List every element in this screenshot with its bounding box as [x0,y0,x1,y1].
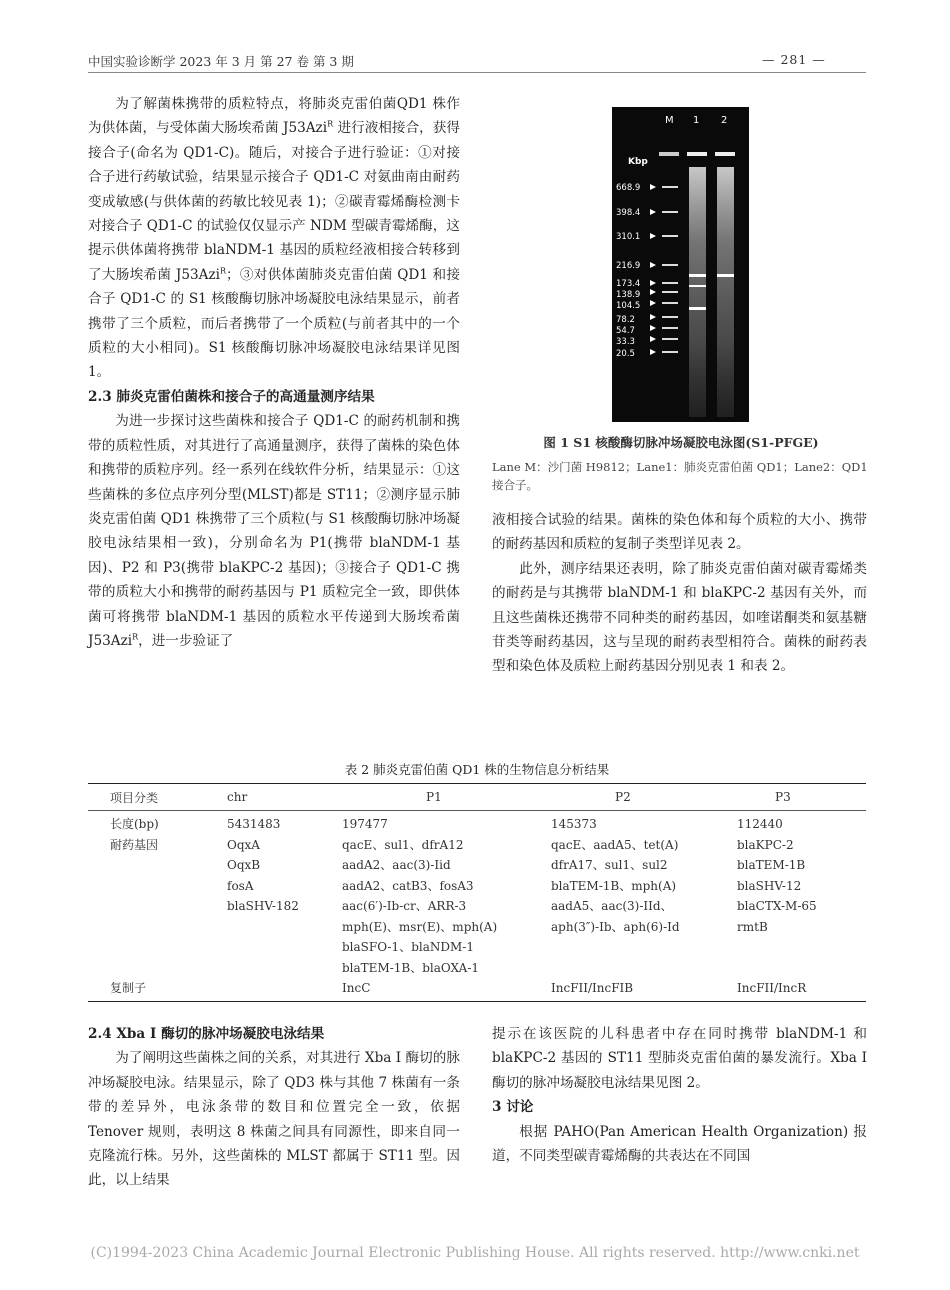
table-cell: 耐药基因 [110,837,159,852]
table-cell: blaSHV-182 [227,899,299,913]
svg-text:33.3: 33.3 [616,337,635,347]
table-cell: rmtB [737,919,768,934]
table-cell: 197477 [342,817,388,831]
gel-svg [612,107,749,422]
right-column-bottom [492,1022,867,1168]
left-column [88,92,460,653]
table-cell: blaSHV-12 [737,878,802,893]
text-run: 进行液相接合，获得接合子(命名为 QD1-C)。随后，对接合子进行验证：①对接合子进行药敏试验，结果显示接合子 QD1-C 对氨曲南由耐药变成敏感(与供体菌的药敏比较见表 1)；②碳青霉烯酶检测卡对接合子 QD1-C 的试验仅仅显示产 NDM 型碳青霉烯酶，这提示供体菌将携带 blaNDM-1 基因的质粒经液相接合转移到了大肠埃希菌 J53Azi [88,120,460,283]
table-cell: qacE、sul1、dfrA12 [342,837,464,852]
table-row [88,917,866,938]
copyright-footer: (C)1994-2023 China Academic Journal Electronic Publishing House. All rights reserved. http://www.cnki.net [90,1245,860,1261]
table-cell: blaTEM-1B、mph(A) [551,878,677,893]
svg-text:668.9: 668.9 [616,183,641,193]
lane1-smear [689,167,706,417]
table-cell: blaKPC-2 [737,837,794,852]
paragraph [88,92,460,385]
table-cell: qacE、aadA5、tet(A) [551,837,679,852]
table-cell: IncFII/IncR [737,978,866,1001]
table-cell [88,855,213,876]
table-row [88,811,866,835]
header-rule [88,72,866,73]
text-run: 为了解菌株携带的质粒特点，将肺炎克雷伯菌QD1 株作为供体菌，与受体菌大肠埃希菌 J53Azi [88,96,460,137]
unit-label: Kbp [628,157,648,167]
table-row [88,937,866,958]
superscript: R [219,266,227,276]
paragraph: 为了阐明这些菌株之间的关系，对其进行 Xba I 酶切的脉冲场凝胶电泳。结果显示，除了 QD3 株与其他 7 株菌有一条带的差异外，电泳条带的数目和位置完全一致，依据 Tenover 规则，表明这 8 株菌之间具有同源性，即来自同一克隆流行株。另外，这些菌株的 MLST 都属于 ST11 型。因此，以上结果 [88,1050,460,1189]
section-heading-2-3: 2.3 肺炎克雷伯菌株和接合子的高通量测序结果 [88,388,375,405]
table-cell [551,937,737,958]
section-heading-3: 3 讨论 [492,1099,534,1116]
svg-text:398.4: 398.4 [616,208,641,218]
table-cell: 复制子 [88,978,213,1001]
table-cell: OqxA [227,837,260,852]
table-cell: 5431483 [227,817,281,831]
figure-caption [492,434,870,494]
table-header-row [88,784,866,811]
svg-text:78.2: 78.2 [616,315,635,325]
column-header: chr [213,784,342,811]
text-run: ，进一步验证了 [138,632,234,649]
superscript: R [132,632,139,642]
lane-label-1: 1 [693,115,700,126]
table-cell: dfrA17、sul1、sul2 [551,858,668,872]
right-column [492,508,867,679]
figure-legend: Lane M：沙门菌 H9812；Lane1：肺炎克雷伯菌 QD1；Lane2：QD1 接合子。 [492,460,868,492]
table-cell [88,876,213,897]
svg-text:216.9: 216.9 [616,261,641,271]
table-title: 表 2 肺炎克雷伯菌 QD1 株的生物信息分析结果 [344,762,610,777]
table-cell: OqxB [227,858,261,872]
table-cell: aadA2、catB3、fosA3 [342,878,474,893]
text-run: 为进一步探讨这些菌株和接合子 QD1-C 的耐药机制和携带的质粒性质，对其进行了高通量测序，获得了菌株的染色体和携带的质粒序列。经一系列在线软件分析，结果显示：①这些菌株的多位点序列分型(MLST)都是 ST11；②测序显示肺炎克雷伯菌 QD1 株携带了三个质粒(与 S1 核酸酶切脉冲场凝胶电泳结果相一致)，分别命名为 P1(携带 blaNDM-1 基因)、P2 和 P3(携带 blaKPC-2 基因)；③接合子 QD1-C 携带的质粒大小和携带的耐药基因与 P1 质粒完全一致，即供体菌可将携带 blaNDM-1 基因的质粒水平传递到大肠埃希菌 J53Azi [88,413,460,649]
svg-text:138.9: 138.9 [616,290,641,300]
left-column-bottom [88,1022,460,1193]
table-row [88,978,866,1001]
table-cell [88,896,213,917]
table-cell [551,958,737,979]
svg-text:104.5: 104.5 [616,301,641,311]
column-header: P1 [342,784,551,811]
column-header: P2 [551,784,737,811]
table-cell: mph(E)、msr(E)、mph(A) [342,919,498,934]
table-cell: IncC [342,978,551,1001]
table-cell: aadA2、aac(3)-Iid [342,858,451,872]
paragraph: 提示在该医院的儿科患者中存在同时携带 blaNDM-1 和 blaKPC-2 基因的 ST11 型肺炎克雷伯菌的暴发流行。Xba I 酶切的脉冲场凝胶电泳结果见图 2。 [492,1026,867,1091]
table-cell [213,917,342,938]
table-cell [213,937,342,958]
table-cell [213,958,342,979]
pfge-gel-image [612,107,749,422]
bioinfo-table [88,783,866,1002]
table-row [88,855,866,876]
paragraph: 此外，测序结果还表明，除了肺炎克雷伯菌对碳青霉烯类的耐药是与其携带 blaNDM-1 和 blaKPC-2 基因有关外，而且这些菌株还携带不同种类的耐药基因，如喹诺酮类和氨基糖苷类等耐药基因，这与呈现的耐药表型相符合。菌株的耐药表型和染色体及质粒上耐药基因分别见表 1 和表 2。 [492,560,867,675]
running-header-journal: 中国实验诊断学 2023 年 3 月 第 27 卷 第 3 期 [88,54,354,69]
svg-text:20.5: 20.5 [616,349,635,359]
table-cell: fosA [227,878,254,893]
page-number: — 281 — [762,52,826,67]
table-cell [737,958,866,979]
lane-label-2: 2 [721,115,728,126]
column-header: P3 [737,784,866,811]
figure-title: 图 1 S1 核酸酶切脉冲场凝胶电泳图(S1-PFGE) [543,435,819,450]
table-cell: blaCTX-M-65 [737,899,817,913]
table-cell: blaTEM-1B、blaOXA-1 [342,960,480,975]
table-cell: aac(6′)-Ib-cr、ARR-3 [342,899,467,913]
paragraph: 液相接合试验的结果。菌株的染色体和每个质粒的大小、携带的耐药基因和质粒的复制子类型详见表 2。 [492,512,867,553]
table-cell [88,937,213,958]
table-cell [88,958,213,979]
table-cell [213,978,342,1001]
paragraph [88,409,460,653]
table-row [88,958,866,979]
table-cell: 长度(bp) [110,817,159,831]
table-cell: 112440 [737,817,783,831]
table-row [88,835,866,856]
table-cell: aadA5、aac(3)-IId、 [551,899,673,913]
table-cell: IncFII/IncFIB [551,978,737,1001]
superscript: R [327,119,334,129]
lane2-smear [717,167,734,417]
table-cell: blaSFO-1、blaNDM-1 [342,940,474,954]
table-row [88,876,866,897]
table-cell [88,917,213,938]
text-run: ；③对供体菌肺炎克雷伯菌 QD1 和接合子 QD1-C 的 S1 核酸酶切脉冲场凝胶电泳结果显示，前者携带了三个质粒，而后者携带了一个质粒(与前者其中的一个质粒的大小相同)。S1 核酸酶切脉冲场凝胶电泳结果详见图 1。 [88,266,460,381]
paragraph: 根据 PAHO(Pan American Health Organization) 报道，不同类型碳青霉烯酶的共表达在不同国 [492,1123,867,1165]
table-cell [737,937,866,958]
table-cell: blaTEM-1B [737,858,806,872]
section-heading-2-4: 2.4 Xba I 酶切的脉冲场凝胶电泳结果 [88,1026,325,1042]
table-row [88,896,866,917]
column-header: 项目分类 [88,784,213,811]
table-cell: 145373 [551,817,597,831]
svg-text:54.7: 54.7 [616,326,635,336]
lane-label-m: M [665,115,674,126]
table-cell: aph(3″)-Ib、aph(6)-Id [551,919,680,934]
svg-text:310.1: 310.1 [616,232,641,242]
svg-text:173.4: 173.4 [616,279,641,289]
